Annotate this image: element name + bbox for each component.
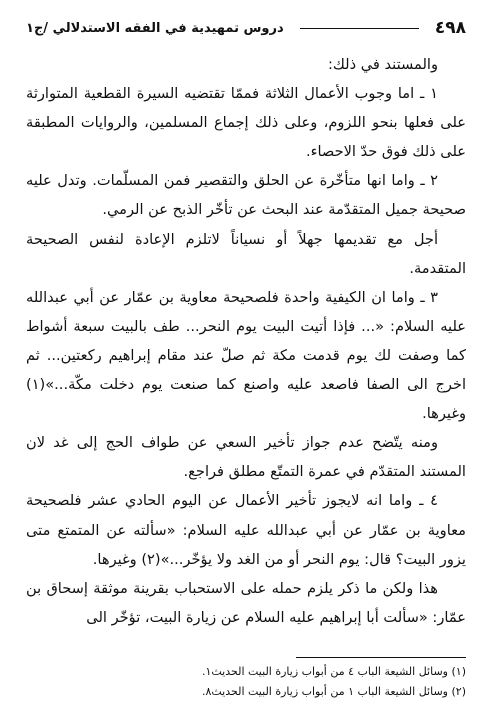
footnotes bbox=[26, 662, 466, 702]
footnote-rule bbox=[296, 657, 466, 658]
running-title: دروس تمهيدية في الفقه الاستدلالي /ج١ bbox=[26, 20, 284, 36]
page-header bbox=[26, 14, 466, 42]
paragraph-4: ٤ ـ واما انه لايجوز تأخير الأعمال عن اليوم الحادي عشر فلصحيحة معاوية بن عمّار عن أبي عبدالله عليه السلام: «سألته عن المتمتع متى يزور البيت؟ قال: يوم النحر أو من الغد ولا يؤخّر...»(٢) وغيرها. bbox=[26, 492, 466, 568]
paragraph-3: ٣ ـ واما ان الكيفية واحدة فلصحيحة معاوية بن عمّار عن أبي عبدالله عليه السلام: «... فإذا أتيت البيت يوم النحر... طف بالبيت سبعة أشواط كما وصفت لك يوم قدمت مكة ثم صلّ عند مقام إبراهيم ركعتين... ثم اخرج الى الصفا فاصعد عليه واصنع كما صنعت يوم دخلت مكّة...»(١) وغيرها. bbox=[26, 288, 466, 423]
paragraph-2: ٢ ـ واما انها متأخّرة عن الحلق والتقصير فمن المسلّمات. وتدل عليه صحيحة جميل المتقدّمة عند البحث عن تأخّر الذبح عن الرمي. bbox=[26, 172, 466, 219]
header-rule bbox=[300, 28, 419, 29]
page-number: ٤٩٨ bbox=[434, 18, 466, 38]
footnote-2: (٢) وسائل الشيعة الباب ١ من أبواب زيارة البيت الحديث٨. bbox=[201, 685, 466, 698]
footnote-1: (١) وسائل الشيعة الباب ٤ من أبواب زيارة البيت الحديث١. bbox=[201, 665, 466, 678]
paragraph-intro: والمستند في ذلك: bbox=[327, 56, 438, 73]
paragraph-4-note: هذا ولكن ما ذكر يلزم حمله على الاستحباب بقرينة موثقة إسحاق بن عمّار: «سألت أبا إبراهيم عليه السلام عن زيارة البيت، تؤخّر الى bbox=[26, 579, 466, 626]
paragraph-3-note: ومنه يتّضح عدم جواز تأخير السعي عن طواف الحج إلى غد لان المستند المتقدّم في عمرة التمتّع مطلق فراجع. bbox=[26, 434, 466, 481]
paragraph-2-note: أجل مع تقديمها جهلاً أو نسياناً لاتلزم الإعادة لنفس الصحيحة المتقدمة. bbox=[26, 230, 466, 277]
main-text bbox=[26, 50, 466, 632]
paragraph-1: ١ ـ اما وجوب الأعمال الثلاثة فممّا تقتضيه السيرة القطعية المتوارثة على فعلها بنحو اللزوم، وعلى ذلك إجماع المسلمين، والروايات المطبقة على ذلك فوق حدّ الاحصاء. bbox=[26, 85, 466, 161]
